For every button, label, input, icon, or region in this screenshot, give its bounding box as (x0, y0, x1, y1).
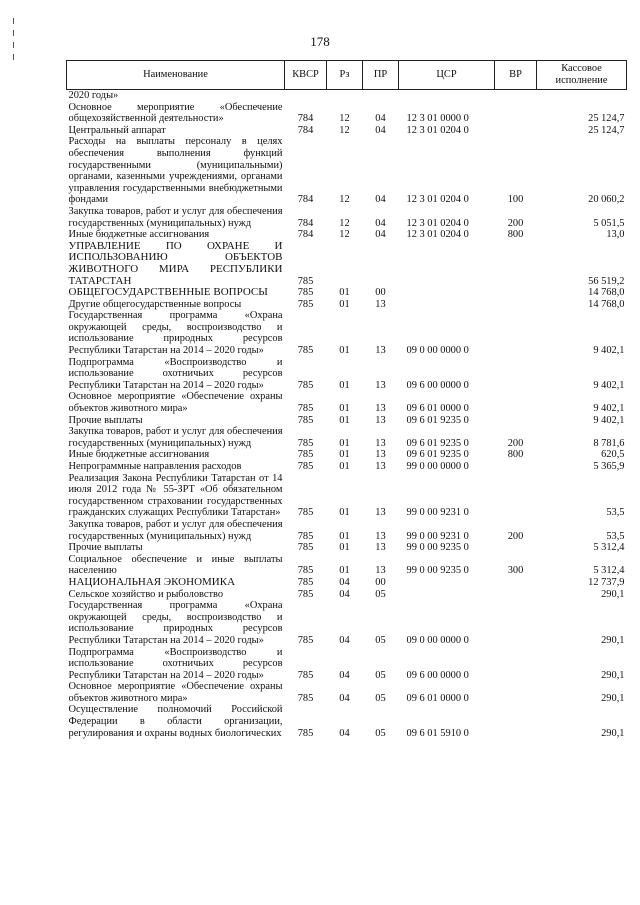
table-row (67, 519, 627, 542)
row-name: НАЦИОНАЛЬНАЯ ЭКОНОМИКА (68, 575, 236, 588)
row-amount: 290,1 (601, 588, 625, 600)
row-vr (495, 647, 537, 682)
row-vr (495, 542, 537, 554)
row-name: Основное мероприятие «Обеспечение охраны объектов животного мира» (68, 681, 283, 704)
table-row (67, 600, 627, 646)
row-vr (495, 415, 537, 427)
row-vr: 100 (507, 194, 524, 206)
row-rz: 12 (339, 194, 350, 206)
row-kvsr: 785 (297, 461, 314, 472)
row-kvsr: 785 (297, 727, 314, 739)
row-amount: 290,1 (601, 727, 625, 739)
row-name: Реализация Закона Республики Татарстан от 14 июля 2012 года № 55-ЗРТ «Об обязательном государственном страховании государственных гражданских служащих Республики Татарстан» (68, 472, 283, 519)
row-name: Иные бюджетные ассигнования (68, 229, 210, 241)
table-row (67, 473, 627, 519)
row-rz: 01 (339, 414, 350, 426)
row-rz: 12 (339, 124, 350, 136)
row-csr: 09 6 01 0000 0 (406, 403, 469, 415)
row-kvsr: 785 (297, 437, 314, 449)
table-row (67, 90, 627, 102)
row-csr (399, 241, 495, 287)
table-row (67, 542, 627, 554)
page-number: 178 (310, 34, 330, 49)
row-rz: 01 (339, 345, 350, 357)
table-header-row (67, 61, 627, 90)
row-amount: 620,5 (601, 449, 625, 461)
row-vr (495, 461, 537, 473)
row-amount: 5 051,5 (593, 217, 625, 229)
row-rz: 12 (339, 229, 350, 241)
row-vr (495, 577, 537, 589)
row-name: ОБЩЕГОСУДАРСТВЕННЫЕ ВОПРОСЫ (68, 286, 268, 299)
row-csr: 09 6 01 9235 0 (406, 437, 469, 449)
row-pr: 00 (375, 576, 386, 588)
row-rz (327, 241, 363, 287)
row-amount: 13,0 (606, 229, 625, 241)
row-pr: 13 (375, 403, 386, 415)
row-rz: 04 (339, 669, 350, 681)
row-csr (399, 299, 495, 311)
row-csr: 09 6 00 0000 0 (406, 379, 469, 391)
row-amount: 14 768,0 (588, 287, 625, 299)
row-kvsr: 784 (297, 194, 314, 206)
row-kvsr: 785 (297, 576, 314, 588)
row-csr: 09 6 00 0000 0 (406, 669, 469, 681)
table-row (67, 415, 627, 427)
margin-mark (13, 18, 14, 24)
header-pr: ПР (363, 61, 399, 90)
row-name: Центральный аппарат (68, 124, 166, 136)
row-pr: 04 (375, 113, 386, 125)
row-amount: 14 768,0 (588, 298, 625, 310)
table-row (67, 241, 627, 287)
table-row (67, 287, 627, 299)
row-amount: 290,1 (601, 669, 625, 681)
row-csr: 99 0 00 9231 0 (406, 507, 469, 519)
row-rz: 01 (339, 287, 350, 299)
row-pr: 05 (375, 588, 386, 600)
row-kvsr (285, 90, 327, 102)
row-amount: 9 402,1 (593, 379, 625, 391)
row-vr (495, 125, 537, 137)
row-kvsr: 785 (297, 414, 314, 426)
row-amount: 290,1 (601, 634, 625, 646)
table-row (67, 681, 627, 704)
margin-mark (13, 54, 14, 60)
row-kvsr: 785 (297, 449, 314, 461)
row-vr (495, 90, 537, 102)
row-pr: 13 (375, 565, 386, 577)
row-name: Закупка товаров, работ и услуг для обеспечения государственных (муниципальных) нужд (68, 205, 283, 229)
row-rz: 01 (339, 565, 350, 577)
row-pr: 05 (375, 692, 386, 704)
row-rz: 01 (339, 449, 350, 461)
row-rz: 04 (339, 634, 350, 646)
table-row (67, 206, 627, 229)
row-vr (495, 299, 537, 311)
row-vr (495, 310, 537, 356)
row-name: Расходы на выплаты персоналу в целях обеспечения выполнения функций государственными (муниципальными) органами, казенными учреждениями, органами управления государственными внебюджетными фондами (68, 136, 283, 206)
row-kvsr: 785 (297, 403, 314, 415)
table-row (67, 589, 627, 601)
table-row (67, 577, 627, 589)
row-rz: 01 (339, 379, 350, 391)
row-name: Государственная программа «Охрана окружающей среды, воспроизводство и использование природных ресурсов Республики Татарстан на 2014 – 2020 годы» (68, 600, 283, 646)
row-rz: 01 (339, 507, 350, 519)
row-amount: 9 402,1 (593, 345, 625, 357)
row-kvsr: 785 (297, 298, 314, 310)
table-body (67, 90, 627, 740)
row-name: Другие общегосударственные вопросы (68, 298, 242, 310)
row-csr: 12 3 01 0204 0 (406, 217, 469, 229)
row-rz: 04 (339, 727, 350, 739)
row-csr (399, 577, 495, 589)
row-pr: 13 (375, 542, 386, 554)
row-pr: 04 (375, 229, 386, 241)
row-vr (495, 704, 537, 739)
row-rz: 01 (339, 298, 350, 310)
row-csr (399, 589, 495, 601)
row-amount: 5 365,9 (593, 461, 625, 472)
row-vr: 300 (507, 565, 524, 577)
row-vr (495, 357, 537, 392)
table-row (67, 449, 627, 461)
table-row (67, 391, 627, 414)
header-csr: ЦСР (399, 61, 495, 90)
row-pr (363, 241, 399, 287)
table-row (67, 357, 627, 392)
row-csr: 99 0 00 9235 0 (406, 565, 469, 577)
row-name: Иные бюджетные ассигнования (68, 449, 210, 461)
table-row (67, 299, 627, 311)
row-rz: 01 (339, 403, 350, 415)
row-pr: 13 (375, 298, 386, 310)
row-amount: 53,5 (606, 507, 625, 519)
row-kvsr: 784 (297, 113, 314, 125)
row-name: Основное мероприятие «Обеспечение охраны объектов животного мира» (68, 391, 283, 415)
row-amount (537, 90, 627, 102)
row-vr (495, 287, 537, 299)
row-name: Прочие выплаты (68, 542, 143, 554)
row-vr: 800 (507, 229, 524, 241)
row-csr: 09 6 01 9235 0 (406, 449, 469, 461)
row-name: Основное мероприятие «Обеспечение общехозяйственной деятельности» (68, 101, 283, 125)
row-amount: 9 402,1 (593, 414, 625, 426)
row-vr: 200 (507, 437, 524, 449)
budget-table (66, 60, 627, 739)
header-name: Наименование (67, 61, 285, 90)
row-rz: 12 (339, 113, 350, 125)
row-rz: 04 (339, 692, 350, 704)
table-row (67, 554, 627, 577)
row-csr: 09 0 00 0000 0 (406, 345, 469, 357)
row-pr: 13 (375, 507, 386, 519)
table-row (67, 102, 627, 125)
row-vr: 200 (507, 217, 524, 229)
row-name: Осуществление полномочий Российской Федерации в области организации, регулирования и охраны водных биологических (68, 704, 283, 739)
row-csr: 09 6 01 0000 0 (406, 692, 469, 704)
row-name: 2020 годы» (68, 90, 119, 101)
row-kvsr: 785 (297, 588, 314, 600)
row-pr: 05 (375, 669, 386, 681)
row-pr: 05 (375, 727, 386, 739)
row-name: Подпрограмма «Воспроизводство и использование охотничьих ресурсов Республики Татарстан на 2014 – 2020 годы» (68, 646, 283, 681)
table-row (67, 704, 627, 739)
row-kvsr: 785 (297, 565, 314, 577)
row-kvsr: 785 (297, 669, 314, 681)
row-amount: 8 781,6 (593, 437, 625, 449)
margin-mark (13, 30, 14, 36)
row-csr: 99 0 00 0000 0 (406, 461, 469, 472)
row-pr: 13 (375, 379, 386, 391)
table-row (67, 310, 627, 356)
row-name: УПРАВЛЕНИЕ ПО ОХРАНЕ И ИСПОЛЬЗОВАНИЮ ОБЪЕКТОВ ЖИВОТНОГО МИРА РЕСПУБЛИКИ ТАТАРСТАН (68, 239, 283, 287)
table-row (67, 647, 627, 682)
row-name: Социальное обеспечение и иные выплаты населению (68, 553, 283, 577)
row-name: Закупка товаров, работ и услуг для обеспечения государственных (муниципальных) нужд (68, 426, 283, 449)
row-csr (399, 287, 495, 299)
row-kvsr: 785 (297, 379, 314, 391)
row-amount: 290,1 (601, 692, 625, 704)
row-vr: 800 (507, 449, 524, 461)
row-kvsr: 785 (297, 692, 314, 704)
row-vr (495, 102, 537, 125)
row-rz: 01 (339, 542, 350, 554)
row-pr: 13 (375, 530, 386, 542)
row-name: Закупка товаров, работ и услуг для обеспечения государственных (муниципальных) нужд (68, 518, 283, 542)
row-kvsr: 784 (297, 124, 314, 136)
table-row (67, 136, 627, 206)
table-row (67, 461, 627, 473)
row-amount: 20 060,2 (588, 194, 625, 206)
row-vr (495, 241, 537, 287)
row-vr: 200 (507, 530, 524, 542)
row-vr (495, 473, 537, 519)
row-rz: 01 (339, 437, 350, 449)
row-pr: 04 (375, 194, 386, 206)
header-rz: Рз (327, 61, 363, 90)
row-kvsr: 785 (297, 530, 314, 542)
row-pr (363, 90, 399, 102)
table-row (67, 229, 627, 241)
row-vr (495, 600, 537, 646)
row-kvsr: 785 (297, 275, 314, 287)
row-csr: 12 3 01 0204 0 (406, 194, 469, 206)
row-amount: 25 124,7 (588, 124, 625, 136)
margin-mark (13, 42, 14, 48)
row-csr: 09 0 00 0000 0 (406, 634, 469, 646)
row-pr: 05 (375, 634, 386, 646)
row-name: Государственная программа «Охрана окружающей среды, воспроизводство и использование природных ресурсов Республики Татарстан на 2014 – 2020 годы» (68, 310, 283, 357)
row-pr: 13 (375, 437, 386, 449)
row-amount: 12 737,9 (588, 576, 625, 588)
row-amount: 5 312,4 (593, 565, 625, 577)
row-kvsr: 784 (297, 217, 314, 229)
row-kvsr: 785 (297, 634, 314, 646)
table-row (67, 426, 627, 449)
row-pr: 13 (375, 345, 386, 357)
row-pr: 00 (375, 287, 386, 299)
row-kvsr: 785 (297, 507, 314, 519)
row-csr: 12 3 01 0000 0 (406, 113, 469, 125)
row-csr: 12 3 01 0204 0 (406, 124, 469, 136)
header-vr: ВР (495, 61, 537, 90)
row-rz: 01 (339, 461, 350, 472)
row-csr: 09 6 01 5910 0 (406, 727, 469, 739)
row-name: Подпрограмма «Воспроизводство и использование охотничьих ресурсов Республики Татарстан на 2014 – 2020 годы» (68, 356, 283, 391)
row-amount: 56 519,2 (588, 275, 625, 287)
row-rz: 12 (339, 217, 350, 229)
table-row (67, 125, 627, 137)
row-kvsr: 785 (297, 287, 314, 299)
row-kvsr: 784 (297, 229, 314, 241)
row-rz: 04 (339, 588, 350, 600)
row-pr: 04 (375, 217, 386, 229)
row-csr: 12 3 01 0204 0 (406, 229, 469, 241)
row-pr: 13 (375, 461, 386, 472)
row-kvsr: 785 (297, 542, 314, 554)
row-vr (495, 681, 537, 704)
row-amount: 53,5 (606, 530, 625, 542)
row-amount: 9 402,1 (593, 403, 625, 415)
row-pr: 13 (375, 414, 386, 426)
row-pr: 13 (375, 449, 386, 461)
row-amount: 5 312,4 (593, 542, 625, 554)
row-rz (327, 90, 363, 102)
row-name: Прочие выплаты (68, 414, 143, 426)
row-pr: 04 (375, 124, 386, 136)
row-csr: 09 6 01 9235 0 (406, 414, 469, 426)
row-csr: 99 0 00 9235 0 (406, 542, 469, 554)
row-vr (495, 391, 537, 414)
header-kvsr: КВСР (285, 61, 327, 90)
row-rz: 04 (339, 576, 350, 588)
row-rz: 01 (339, 530, 350, 542)
row-csr (399, 90, 495, 102)
row-amount: 25 124,7 (588, 113, 625, 125)
header-amount: Кассовое исполнение (537, 61, 627, 90)
row-name: Сельское хозяйство и рыболовство (68, 588, 224, 600)
row-kvsr: 785 (297, 345, 314, 357)
row-name: Непрограммные направления расходов (68, 461, 242, 472)
row-csr: 99 0 00 9231 0 (406, 530, 469, 542)
row-vr (495, 589, 537, 601)
